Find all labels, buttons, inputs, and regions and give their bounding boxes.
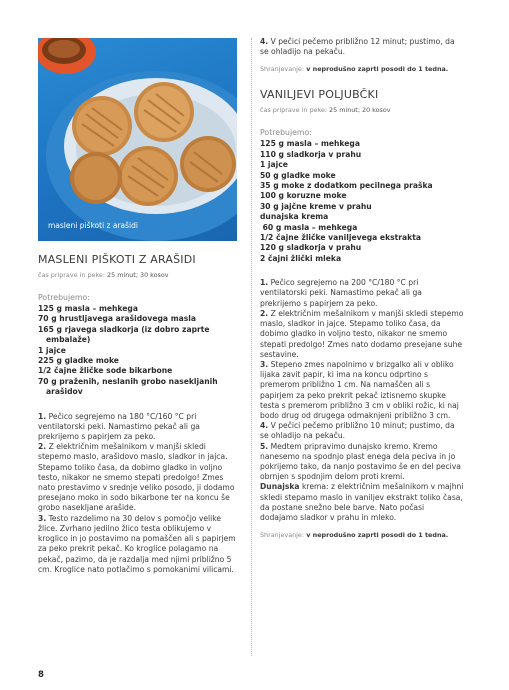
step-text: V pečici pečemo približno 12 minut; pustimo, da se ohladijo na pekaču. — [260, 37, 455, 57]
method-step — [38, 442, 238, 513]
method-step — [260, 442, 464, 483]
ingredient-item: 2 čajni žlički mleka — [260, 253, 342, 263]
ingredient-item: 1 jajce — [38, 345, 66, 355]
ingredient-item: 70 g praženih, neslanih grobo nasekljanih arašidov — [38, 376, 218, 397]
storage-label: Shranjevanje: — [260, 65, 305, 74]
recipe-peanut-cookies — [38, 253, 238, 575]
meta-value: 25 minut; 30 kosov — [107, 271, 169, 279]
ingredient-item: 165 g rjavega sladkorja (iz dobro zaprte embalaže) — [38, 324, 210, 345]
method-step — [260, 421, 464, 441]
meta-value: 25 minut; 20 kosov — [329, 106, 391, 115]
recipe-meta — [260, 106, 464, 114]
ingredients-heading: Potrebujemo: — [38, 293, 90, 302]
storage-value: v neprodušno zaprti posodi do 1 tedna. — [304, 531, 449, 540]
cookies-illustration — [38, 38, 237, 241]
step-number: 4. — [260, 421, 269, 431]
step-text: Pečico segrejemo na 180 °C/160 °C pri ventilatorski peki. Namastimo pekač ali ga prekrijemo s papirjem za peko. — [38, 411, 200, 442]
column-divider — [251, 38, 252, 656]
step-number: 5. — [260, 441, 269, 451]
meta-label: čas priprave in peke: — [260, 106, 327, 115]
cookies-photo — [38, 38, 237, 241]
step-text: V pečici pečemo približno 10 minut; pustimo, da se ohladijo na pekaču. — [260, 421, 455, 441]
step-number: 1. — [260, 278, 269, 288]
ingredient-item: 50 g gladke moke — [260, 170, 336, 180]
step-number: 3. — [38, 513, 47, 523]
method-step — [260, 360, 464, 421]
method-step — [38, 514, 238, 575]
ingredient-item: 1/2 čajne žličke vaniljevega ekstrakta — [260, 233, 421, 243]
page-number: 8 — [38, 670, 44, 680]
meta-label: čas priprave in peke: — [38, 271, 105, 279]
ingredient-item: 120 g sladkorja v prahu — [260, 243, 362, 253]
recipe-title: MASLENI PIŠKOTI Z ARAŠIDI — [38, 253, 196, 266]
storage-note — [260, 531, 464, 540]
ingredient-item: dunajska krema — [260, 212, 329, 222]
method-step-continued — [260, 37, 464, 57]
step-text: Testo razdelimo na 30 delov s pomočjo velike žlice. Zvrhano jedilno žlico testa oblikujemo v kroglico in jo postavimo na pomaščen ali s papirjem za peko prekrit pekač. Ko kroglice polagamo na pekač, pazimo, da je razdalja med njimi približno 5 cm. Kroglice nato potlačimo s pomokanimi vilicami. — [38, 513, 236, 574]
step-number: 3. — [260, 359, 269, 369]
ingredient-item: 1/2 čajne žličke sode bikarbone — [38, 366, 173, 376]
step-number: 2. — [260, 308, 269, 318]
ingredients-heading: Potrebujemo: — [260, 128, 312, 138]
method-step — [260, 278, 464, 309]
step-number: 4. — [260, 37, 269, 46]
cream-label: Dunajska — [260, 482, 300, 492]
step-number: 1. — [38, 411, 47, 421]
method-steps — [38, 412, 238, 575]
ingredient-item: 225 g gladke moke — [38, 356, 119, 366]
ingredient-item: 125 g masla – mehkega — [38, 304, 138, 313]
ingredient-item: 125 g masla – mehkega — [260, 139, 360, 149]
photo-caption: masleni piškoti z arašidi — [48, 221, 138, 230]
step-number: 2. — [38, 442, 47, 452]
storage-note — [260, 65, 464, 74]
ingredients-list — [38, 304, 238, 398]
step-text: Stepeno zmes napolnimo v brizgalko ali v obliko lijaka zavit papir, ki ima na koncu odprtino s premerom približno 1 cm. Na namaščen ali s papirjem za peko prekrit pekač iztisnemo skupke testa s premerom približno 3 cm v obliki rožic, ki naj bodo drug od drugega odmaknjeni približno 3 cm. — [260, 359, 459, 420]
ingredient-item: 60 g masla – mehkega — [260, 222, 358, 232]
recipe-title: VANILJEVI POLJUBČKI — [260, 88, 379, 102]
cream-text: krema: z električnim mešalnikom v majhni skledi stepamo maslo in vaniljev ekstrakt toliko časa, da postane snežno bele barve. Nato počasi dodajamo sladkor v prahu in mleko. — [260, 482, 464, 522]
ingredient-item: 110 g sladkorja v prahu — [260, 149, 362, 159]
ingredient-item: 100 g koruzne moke — [260, 191, 347, 201]
method-step — [260, 309, 464, 360]
step-text: Z električnim mešalnikom v manjši skledi stepemo maslo, arašidovo maslo, sladkor in jajca. Stepamo toliko časa, da dobimo gladko in voljno testo, nikakor ne smemo stepati predolgo! Zmes nato prestavimo v srednje veliko posodo, ji dodamo presejano moko in sodo bikarbone ter na koncu še grobo nasekljane arašide. — [38, 442, 235, 513]
right-column — [260, 37, 464, 554]
step-text: Pečico segrejemo na 200 °C/180 °C pri ventilatorski peki. Namastimo pekač ali ga prekrijemo s papirjem za peko. — [260, 278, 422, 308]
cream-instructions — [260, 482, 464, 523]
method-step — [38, 412, 238, 443]
ingredients-list — [260, 139, 464, 264]
method-steps — [260, 278, 464, 523]
storage-label: Shranjevanje: — [260, 531, 305, 540]
recipe-meta — [38, 271, 238, 279]
step-text: Medtem pripravimo dunajsko kremo. Kremo nanesemo na spodnjo plast enega dela peciva in jo pokrijemo tako, da nanjo postavimo še en del peciva obrnjen s spodnjim delom proti kremi. — [260, 441, 461, 482]
ingredient-item: 30 g jajčne kreme v prahu — [260, 201, 372, 211]
ingredient-item: 1 jajce — [260, 160, 288, 170]
step-text: Z električnim mešalnikom v manjši skledi stepemo maslo, sladkor in jajce. Stepamo toliko časa, da dobimo gladko in voljno testo, nikakor ne smemo stepati predolgo! Zmes nato dodamo presejane suhe sestavine. — [260, 308, 464, 359]
storage-value: v neprodušno zaprti posodi do 1 tedna. — [304, 65, 449, 74]
ingredient-item: 70 g hrustljavega arašidovega masla — [38, 314, 196, 324]
ingredient-item: 35 g moke z dodatkom pecilnega praška — [260, 181, 433, 191]
